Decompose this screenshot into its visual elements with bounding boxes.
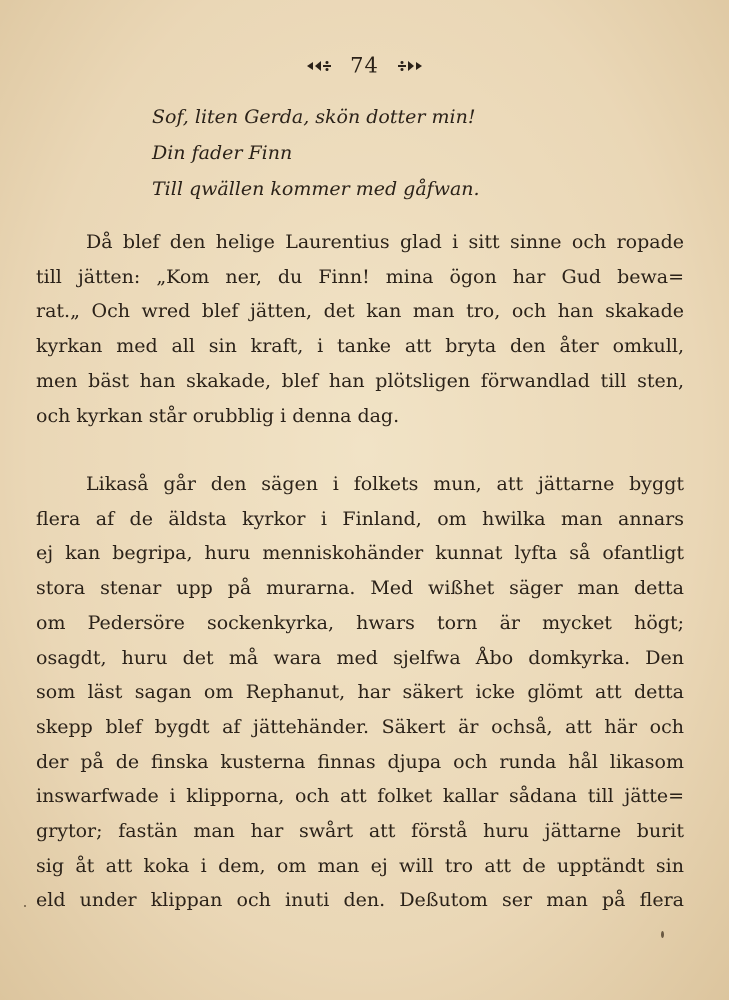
paragraph-1	[36, 225, 684, 433]
text-line: sig åt att koka i dem, om man ej will tro att de upptändt sin	[36, 854, 684, 877]
text-line: som läst sagan om Rephanut, har säkert icke glömt att detta	[36, 681, 684, 704]
text-line: flera af de äldsta kyrkor i Finland, om hwilka man annars	[36, 507, 684, 530]
ink-speck	[661, 931, 664, 938]
verse-line: Till qwällen kommer med gåfwan.	[152, 178, 480, 200]
text-line: der på de finska kusterna finnas djupa och runda hål likasom	[36, 750, 684, 773]
text-line: rat.„ Och wred blef jätten, det kan man tro, och han skakade	[36, 300, 684, 323]
text-line: osagdt, huru det må wara med sjelfwa Åbo domkyrka. Den	[36, 646, 684, 669]
verse-line: Din fader Finn	[152, 142, 293, 164]
text-line: eld under klippan och inuti den. Deßutom ser man på flera	[36, 889, 684, 912]
verse-block	[152, 99, 672, 207]
text-line: Då blef den helige Laurentius glad i sitt sinne och ropade	[86, 231, 684, 253]
text-line: inswarfwade i klipporna, och att folket kallar sådana till jätte=	[36, 785, 684, 808]
text-line: stora stenar upp på murarna. Med wißhet säger man detta	[36, 577, 684, 600]
text-line: om Pedersöre sockenkyrka, hwars torn är mycket högt;	[36, 611, 684, 634]
text-line: Likaså går den sägen i folkets mun, att jättarne byggt	[86, 473, 684, 495]
paragraph-2	[36, 467, 684, 918]
text-line: kyrkan med all sin kraft, i tanke att bryta den åter omkull,	[36, 335, 684, 358]
page-header	[0, 52, 729, 82]
text-line: grytor; fastän man har swårt att förstå huru jättarne burit	[36, 820, 684, 843]
text-line: men bäst han skakade, blef han plötsligen förwandlad till sten,	[36, 369, 684, 392]
left-ornament-icon	[305, 59, 333, 73]
text-line: ej kan begripa, huru menniskohänder kunnat lyfta så ofantligt	[36, 542, 684, 565]
ink-speck	[24, 905, 26, 907]
page-number: 74	[350, 53, 379, 78]
text-line: till jätten: „Kom ner, du Finn! mina ögon har Gud bewa=	[36, 265, 684, 288]
verse-line: Sof, liten Gerda, skön dotter min!	[152, 106, 476, 128]
text-line: skepp blef bygdt af jättehänder. Säkert är ochså, att här och	[36, 715, 684, 738]
text-line: och kyrkan står orubblig i denna dag.	[36, 404, 400, 427]
right-ornament-icon	[396, 59, 424, 73]
